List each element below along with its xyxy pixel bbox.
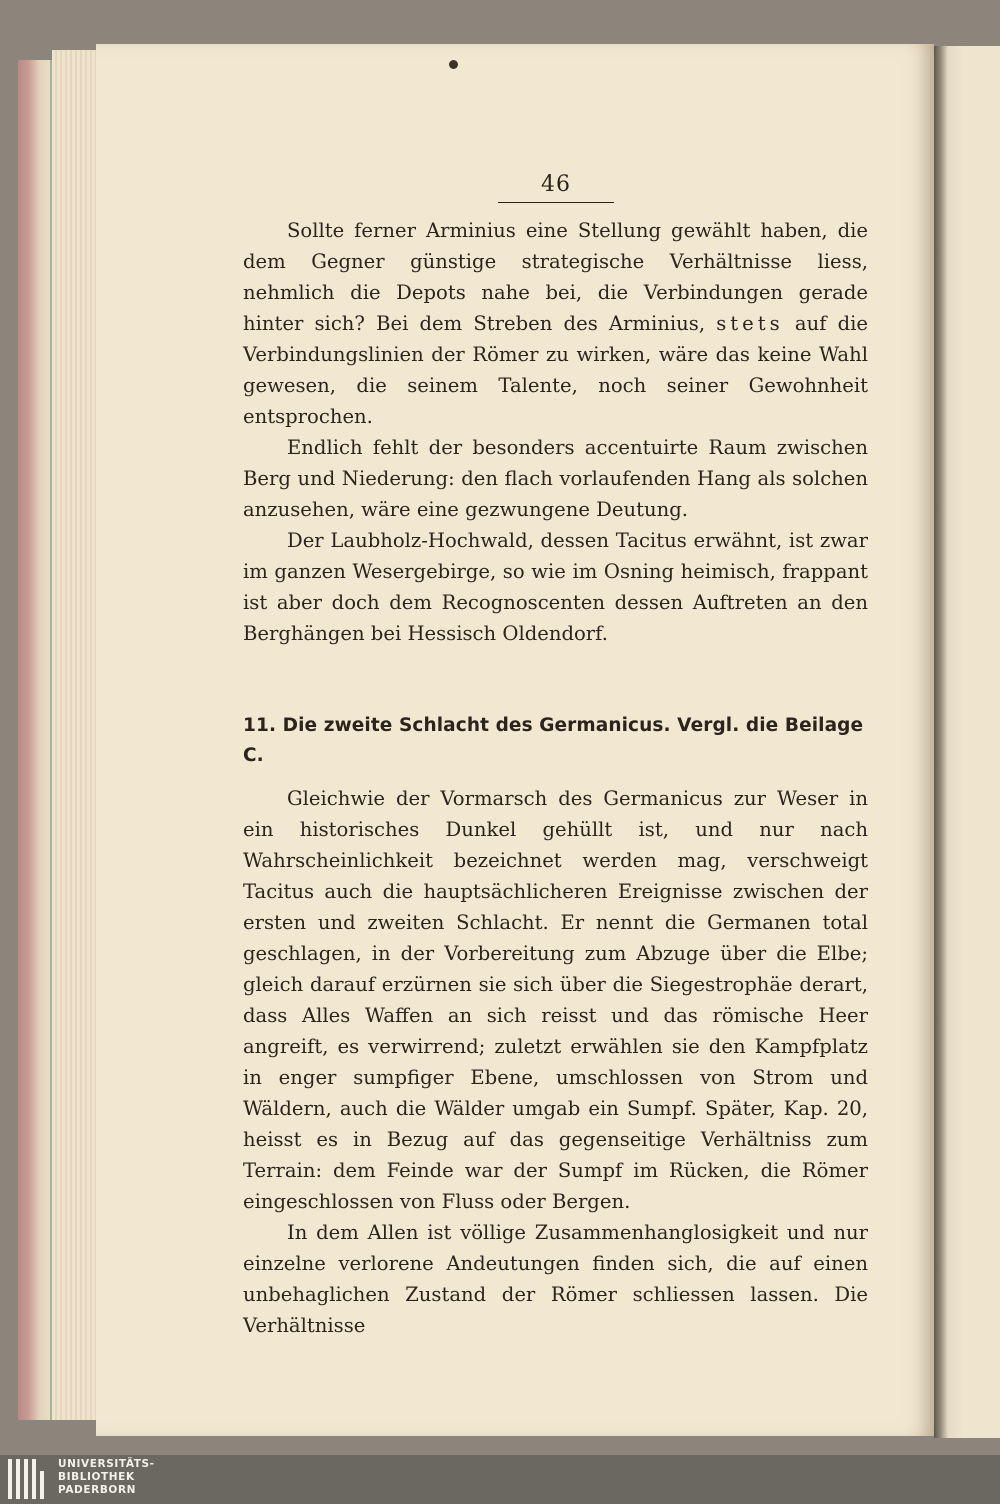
paragraph-1-continuation: auf die Verbindungslinien der Römer zu wirken, wäre das keine Wahl gewesen, die seinem Talente, noch seiner Gewohnheit entsprochen.: [243, 312, 869, 428]
page-number: 46: [498, 170, 614, 203]
page-content: [243, 170, 868, 1341]
library-name-line1: UNIVERSITÄTS-: [58, 1458, 155, 1470]
paragraph-3: Der Laubholz-Hochwald, dessen Tacitus erwähnt, ist zwar im ganzen Wesergebirge, so wie im Osning heimisch, frappant ist aber doch dem Recognoscenten dessen Auftreten an den Berghängen bei Hessisch Oldendorf.: [243, 529, 868, 645]
paragraph-4: Gleichwie der Vormarsch des Germanicus zur Weser in ein historisches Dunkel gehüllt ist, und nur nach Wahrscheinlichkeit bezeichnet werden mag, verschweigt Tacitus auch die hauptsächlicheren Ereignisse zwischen der ersten und zweiten Schlacht. Er nennt die Germanen total geschlagen, in der Vorbereitung zum Abzuge über die Elbe; gleich darauf erzürnen sie sich über die Siegestrophäe derart, dass Alles Waffen an sich reisst und das römische Heer angreift, es verwirrend; zuletzt erwählen sie den Kampfplatz in enger sumpfiger Ebene, umschlossen von Strom und Wäldern, auch die Wälder umgab ein Sumpf. Später, Kap. 20, heisst es in Bezug auf das gegenseitige Verhältniss zum Terrain: dem Feinde war der Sumpf im Rücken, die Römer eingeschlossen von Fluss oder Bergen.: [243, 787, 868, 1213]
page-stack: [52, 50, 102, 1420]
emphasis-word: stets: [716, 312, 784, 335]
library-name-line3: PADERBORN: [58, 1484, 137, 1496]
ink-dot: [449, 60, 458, 69]
library-name-line2: BIBLIOTHEK: [58, 1471, 135, 1483]
paragraph-2: Endlich fehlt der besonders accentuirte Raum zwischen Berg und Niederung: den flach vorlaufenden Hang als solchen anzusehen, wäre eine gezwungene Deutung.: [243, 436, 868, 521]
library-logo-icon: [8, 1459, 46, 1499]
paragraph-5: In dem Allen ist völlige Zusammenhanglosigkeit und nur einzelne verlorene Andeutungen finden sich, die auf einen unbehaglichen Zustand der Römer schliessen lassen. Die Verhältnisse: [243, 1221, 868, 1337]
section-heading: 11. Die zweite Schlacht des Germanicus. Vergl. die Beilage C.: [243, 715, 864, 766]
paragraph-1-text: Sollte ferner Arminius eine Stellung gewählt haben, die dem Gegner günstige strategische Verhältnisse liess, nehmlich die Depots nahe bei, die Verbindungen gerade hinter sich? Bei dem Streben des Arminius,: [243, 219, 868, 335]
library-name: [58, 1458, 155, 1497]
binding-line: [50, 60, 52, 1420]
next-page-edge: [934, 46, 1000, 1438]
paragraph-1: [243, 215, 868, 432]
